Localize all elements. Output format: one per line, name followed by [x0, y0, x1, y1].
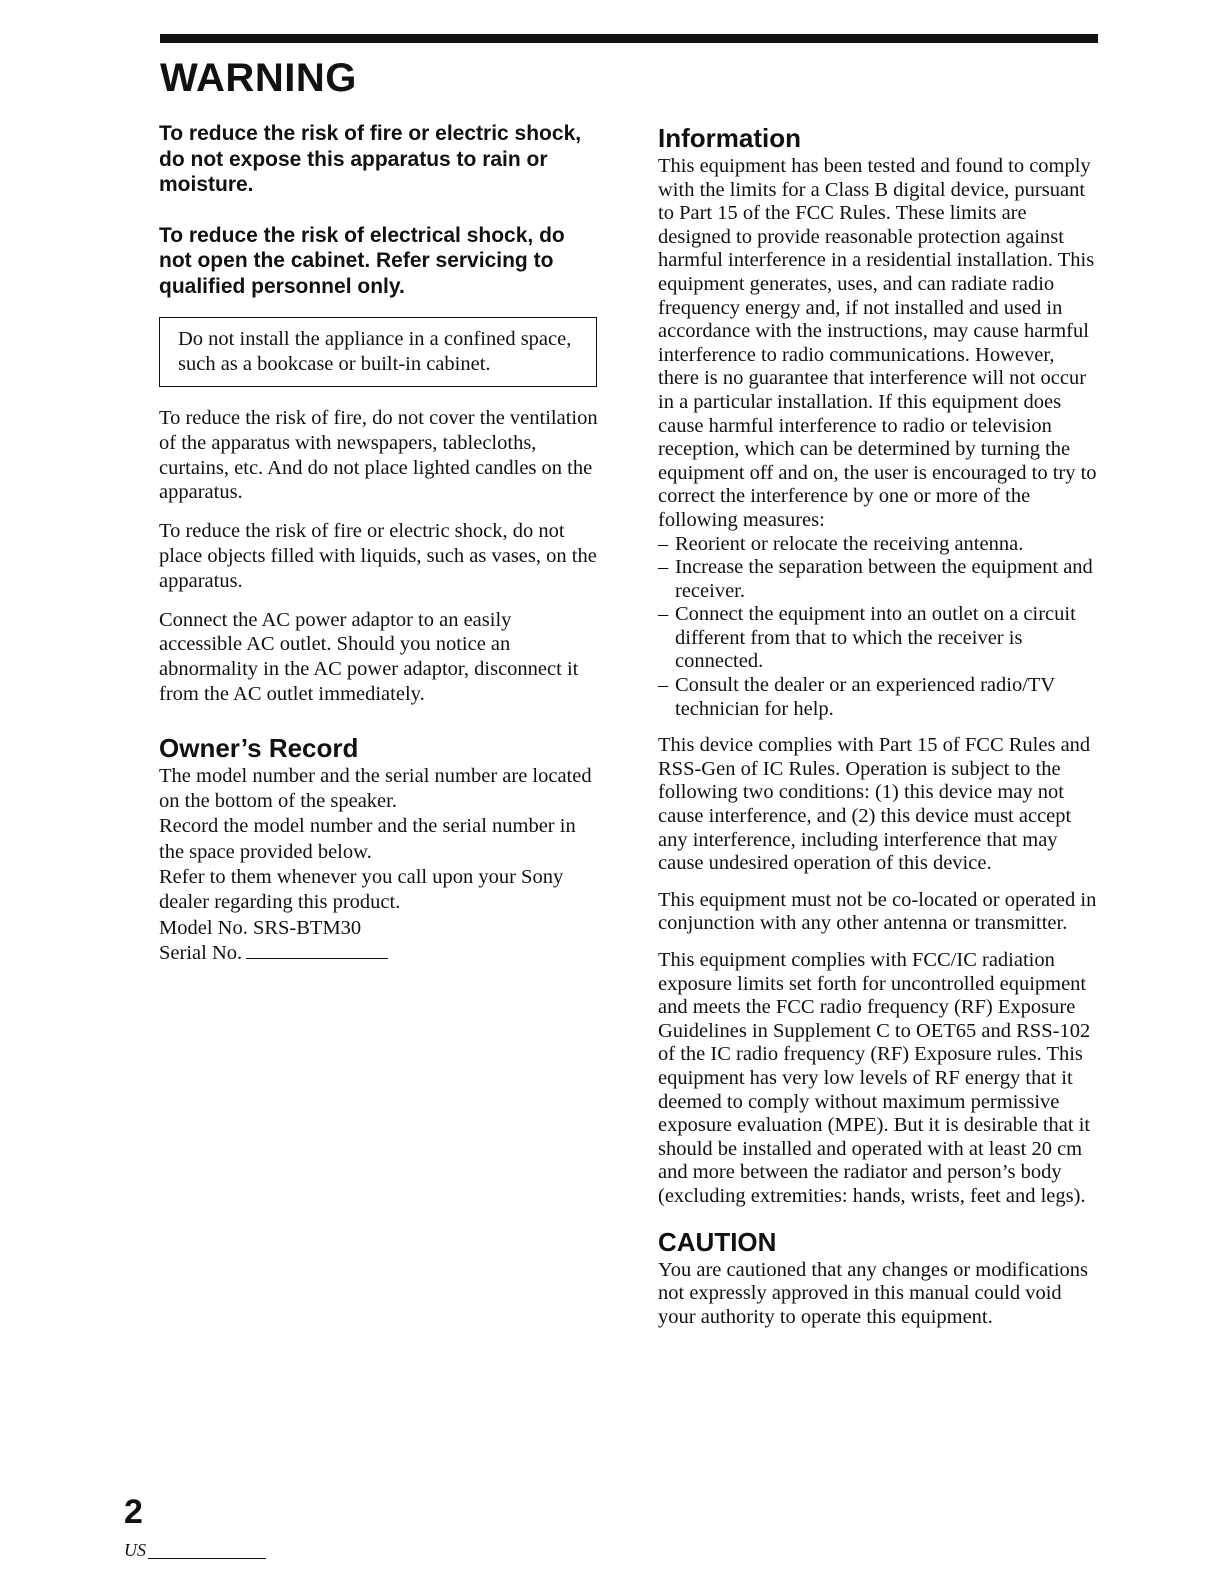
page-language-code: US — [124, 1540, 146, 1560]
information-heading: Information — [658, 123, 801, 153]
page-title: WARNING — [160, 56, 357, 100]
list-item: – Reorient or relocate the receiving antenna. — [658, 532, 1024, 555]
page-number: 2 — [124, 1493, 143, 1531]
owners-record-line: Record the model number and the serial number in the space provided below. — [159, 815, 576, 863]
fcc-intro-paragraph: This equipment has been tested and found to comply with the limits for a Class B digital device, pursuant to Part 15 of the FCC Rules. These limits are designed to provide reasonable protection against harmful interference in a residential installation. This equipment generates, uses, and can radiate radio frequency energy and, if not installed and used in accordance with the instructions, may cause harmful interference to radio communications. However, there is no guarantee that interference will not occur in a particular installation. If this equipment does cause harmful interference to radio or television reception, which can be determined by turning the equipment off and on, the user is encouraged to try to correct the interference by one or more of the following measures: — [658, 155, 1097, 531]
ventilation-paragraph: To reduce the risk of fire, do not cover the ventilation of the apparatus with newspapers, tablecloths, curtains, etc. And do not place lighted candles on the apparatus. — [159, 407, 598, 504]
serial-number-row — [159, 941, 599, 966]
owners-record-line: Refer to them whenever you call upon your Sony dealer regarding this product. — [159, 865, 564, 914]
owners-record-text — [159, 764, 599, 966]
model-number: Model No. SRS-BTM30 — [159, 916, 362, 939]
list-item: – Consult the dealer or an experienced radio/TV technician for help. — [658, 674, 1055, 720]
part15-paragraph: This device complies with Part 15 of FCC Rules and RSS-Gen of IC Rules. Operation is subject to the following two conditions: (1) this device may not cause interference, and (2) this device must accept any interference, including interference that may cause undesired operation of this device. — [658, 734, 1091, 875]
warning-moisture: To reduce the risk of fire or electric shock, do not expose this apparatus to rain or moisture. — [159, 122, 582, 196]
measures-list — [658, 533, 1098, 722]
caution-heading: CAUTION — [658, 1226, 777, 1257]
ac-adaptor-paragraph: Connect the AC power adaptor to an easily accessible AC outlet. Should you notice an abnormality in the AC power adaptor, disconnect it from the AC outlet immediately. — [159, 608, 579, 705]
left-column — [159, 121, 599, 966]
caution-paragraph: You are cautioned that any changes or modifications not expressly approved in this manual could void your authority to operate this equipment. — [658, 1258, 1089, 1328]
owners-record-line: The model number and the serial number are located on the bottom of the speaker. — [159, 764, 592, 813]
page-code-rule — [148, 1558, 266, 1559]
serial-label: Serial No. — [159, 941, 243, 964]
list-item: – Increase the separation between the equipment and receiver. — [658, 556, 1093, 602]
liquids-paragraph: To reduce the risk of fire or electric shock, do not place objects filled with liquids, such as vases, on the apparatus. — [159, 520, 597, 592]
list-item: – Connect the equipment into an outlet on a circuit different from that to which the receiver is connected. — [658, 603, 1076, 673]
warning-cabinet: To reduce the risk of electrical shock, do not open the cabinet. Refer servicing to qualified personnel only. — [159, 223, 565, 298]
right-column — [658, 121, 1098, 1329]
top-rule — [160, 34, 1098, 43]
boxed-install-note: Do not install the appliance in a confined space, such as a bookcase or built-in cabinet. — [159, 317, 597, 387]
co-location-paragraph: This equipment must not be co-located or operated in conjunction with any other antenna or transmitter. — [658, 888, 1097, 935]
rf-exposure-paragraph: This equipment complies with FCC/IC radiation exposure limits set forth for uncontrolled equipment and meets the FCC radio frequency (RF) Exposure Guidelines in Supplement C to OET65 and RSS-102 of the IC radio frequency (RF) Exposure rules. This equipment has very low levels of RF energy that it deemed to comply without maximum permissive exposure evaluation (MPE). But it is desirable that it should be installed and operated with at least 20 cm and more between the radiator and person’s body (excluding extremities: hands, wrists, feet and legs). — [658, 949, 1091, 1207]
serial-number-blank — [246, 942, 388, 959]
owners-record-heading: Owner’s Record — [159, 732, 359, 763]
